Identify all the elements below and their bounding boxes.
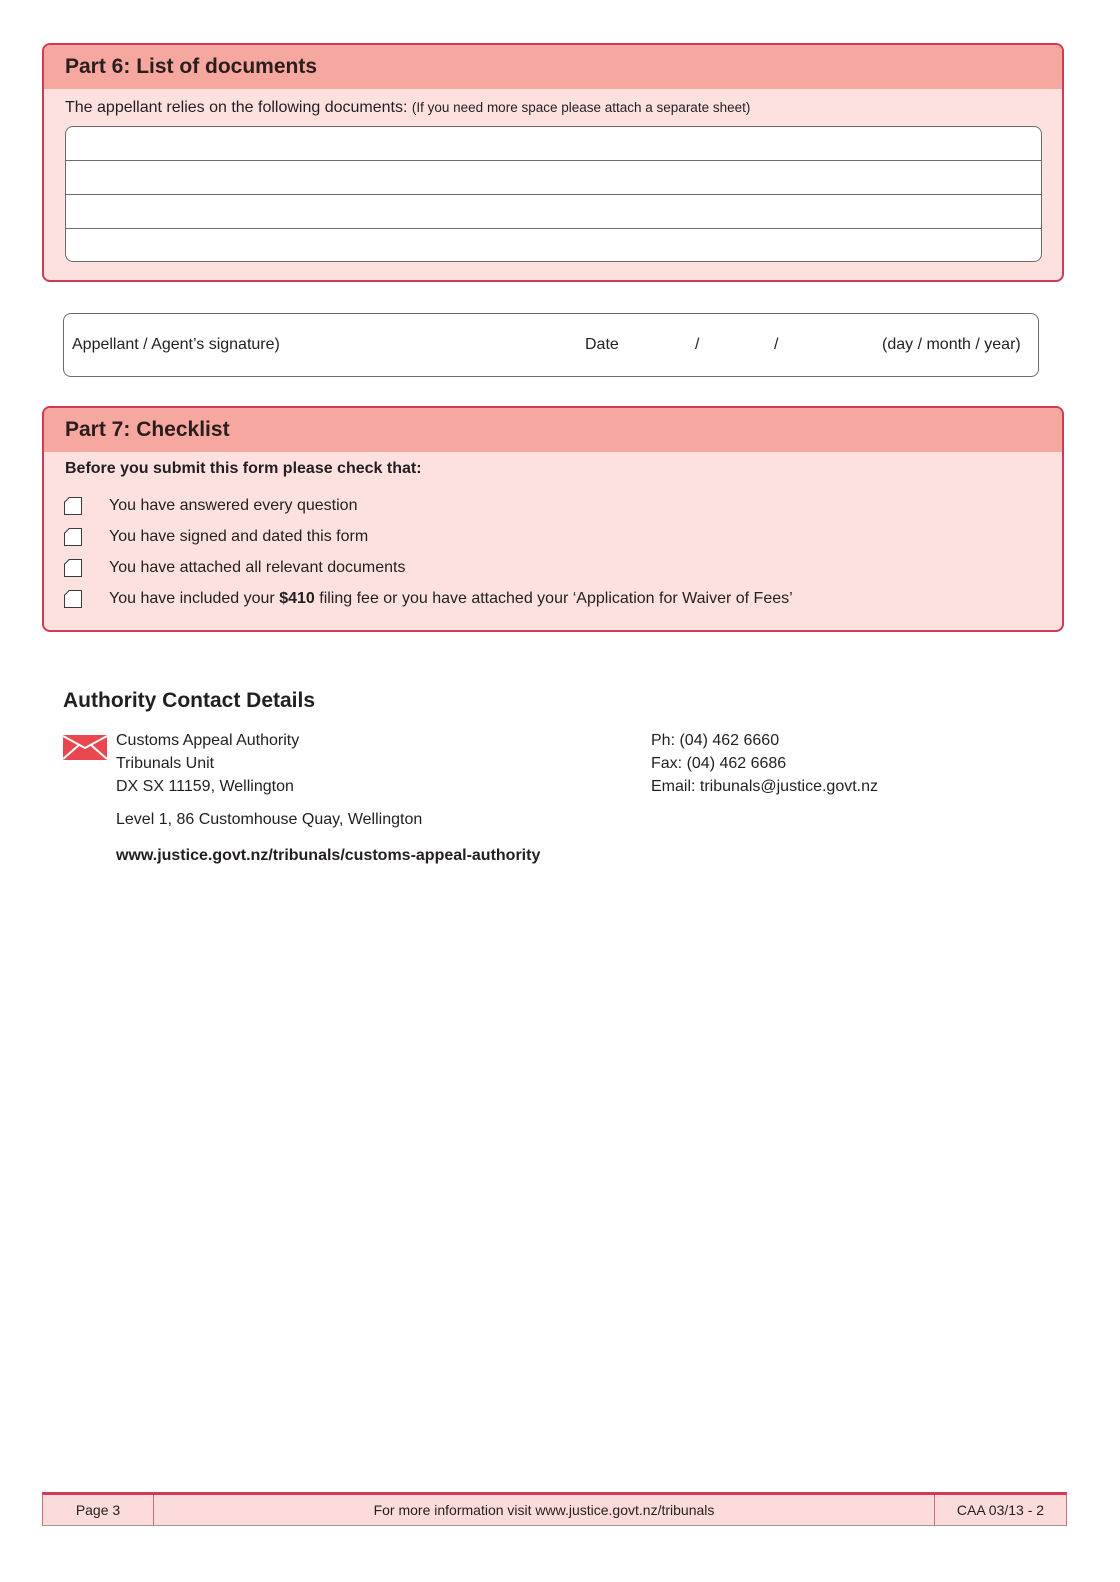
date-label: Date: [585, 336, 619, 353]
checklist-item-label: You have signed and dated this form: [109, 528, 369, 545]
form-code: CAA 03/13 - 2: [956, 1502, 1045, 1518]
mail-envelope-icon: [63, 735, 107, 760]
date-separator-1: /: [695, 336, 700, 353]
website-link[interactable]: www.justice.govt.nz/tribunals/customs-appeal-authority: [116, 847, 541, 864]
checkbox[interactable]: [64, 497, 82, 515]
checklist-item-label: [109, 590, 793, 608]
checklist-item-label: You have attached all relevant documents: [109, 559, 406, 576]
checklist-item[interactable]: [64, 526, 368, 548]
date-format-hint: (day / month / year): [882, 336, 1021, 353]
checkbox[interactable]: [64, 559, 82, 577]
fee-text-post: filing fee or you have attached your ‘Application for Waiver of Fees’: [314, 590, 793, 607]
part6-intro: [65, 99, 750, 117]
document-input-3[interactable]: [66, 195, 1041, 228]
checklist-item[interactable]: [64, 588, 793, 610]
fee-amount: $410: [279, 590, 315, 607]
document-input-4[interactable]: [66, 229, 1041, 262]
fax-number: Fax: (04) 462 6686: [651, 755, 787, 772]
documents-list: [65, 126, 1042, 262]
part6-intro-note: (If you need more space please attach a separate sheet): [411, 100, 751, 115]
page-footer: [42, 1492, 1067, 1526]
date-separator-2: /: [774, 336, 779, 353]
footer-info: For more information visit www.justice.govt.nz/tribunals: [154, 1495, 935, 1525]
document-row: [66, 161, 1041, 195]
signature-box[interactable]: [63, 313, 1039, 377]
signature-label: Appellant / Agent’s signature): [72, 336, 280, 353]
document-input-2[interactable]: [66, 161, 1041, 194]
email-address[interactable]: Email: tribunals@justice.govt.nz: [651, 778, 878, 795]
street-address: Level 1, 86 Customhouse Quay, Wellington: [116, 811, 423, 828]
document-row: [66, 127, 1041, 161]
part7-title: Part 7: Checklist: [44, 408, 1062, 452]
address-line-3: DX SX 11159, Wellington: [116, 778, 294, 795]
checklist-intro: Before you submit this form please check that:: [65, 460, 422, 477]
checklist-item-label: You have answered every question: [109, 497, 358, 514]
checkbox[interactable]: [64, 528, 82, 546]
fee-text-pre: You have included your: [109, 590, 280, 607]
page-number: Page 3: [43, 1495, 154, 1525]
part7-section: [42, 406, 1064, 632]
part6-title: Part 6: List of documents: [44, 45, 1062, 89]
part6-section: [42, 43, 1064, 282]
part6-intro-text: The appellant relies on the following documents:: [65, 99, 408, 116]
checklist-item[interactable]: [64, 557, 406, 579]
document-row: [66, 229, 1041, 262]
document-row: [66, 195, 1041, 229]
checkbox[interactable]: [64, 590, 82, 608]
address-line-2: Tribunals Unit: [116, 755, 215, 772]
phone-number: Ph: (04) 462 6660: [651, 732, 780, 749]
document-input-1[interactable]: [66, 127, 1041, 160]
contact-title: Authority Contact Details: [63, 689, 316, 712]
address-line-1: Customs Appeal Authority: [116, 732, 300, 749]
checklist-item[interactable]: [64, 495, 357, 517]
